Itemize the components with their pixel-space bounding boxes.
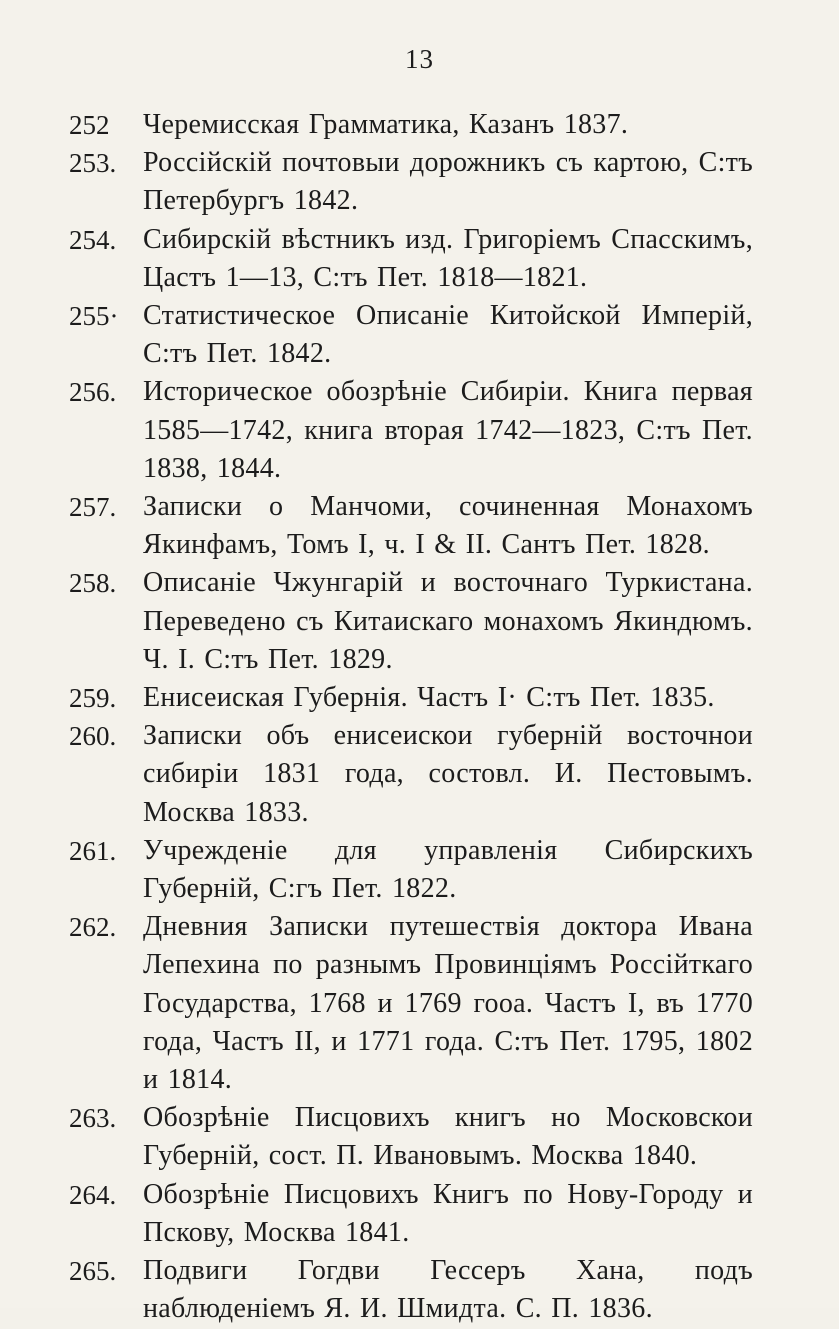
entry-text: Россійскій почтовыи дорожникъ съ картою, С:тъ Петербургъ 1842. — [143, 147, 753, 217]
list-item — [0, 373, 839, 488]
entry-number: 256. — [69, 377, 117, 408]
entry-number: 257. — [69, 492, 117, 523]
entry-number: 265. — [69, 1256, 117, 1287]
list-item — [0, 1099, 839, 1175]
entry-number: 262. — [69, 912, 117, 943]
entry-text: Записки объ енисеискои губерній восточнои сибиріи 1831 года, состовл. И. Пестовымъ. Москва 1833. — [143, 720, 753, 828]
list-item — [0, 297, 839, 373]
entry-text: Обозрѣніе Писцовихъ книгъ но Московскои Губерній, сост. П. Ивановымъ. Москва 1840. — [143, 1102, 753, 1172]
list-item — [0, 564, 839, 679]
entry-number: 254. — [69, 224, 117, 255]
entry-number: 261. — [69, 835, 117, 866]
entry-number: 259. — [69, 683, 117, 714]
list-item — [0, 221, 839, 297]
entry-text: Историческое обозрѣніе Сибиріи. Книга первая 1585—1742, книга вторая 1742—1823, С:тъ Пет. 1838, 1844. — [143, 376, 753, 484]
entry-text: Записки о Манчоми, сочиненная Монахомъ Якинфамъ, Томъ I, ч. I & II. Сантъ Пет. 1828. — [143, 491, 753, 561]
entry-text: Подвиги Гогдви Гессеръ Хана, подъ наблюденіемъ Я. И. Шмидта. С. П. 1836. — [143, 1255, 753, 1325]
entry-text: Дневния Записки путешествія доктора Ивана Лепехина по разнымъ Провинціямъ Россійткаго Государства, 1768 и 1769 гооа. Частъ I, въ 1770 года, Частъ II, и 1771 года. С:тъ Пет. 1795, 1802 и 1814. — [143, 911, 753, 1096]
entry-text: Енисеиская Губернія. Частъ I· С:тъ Пет. 1835. — [143, 682, 715, 714]
entry-text: Учрежденіе для управленія Сибирскихъ Губерній, С:гъ Пет. 1822. — [143, 834, 753, 905]
entry-text: Обозрѣніе Писцовихъ Книгъ по Нову-Городу и Пскову, Москва 1841. — [143, 1178, 753, 1248]
list-item — [0, 488, 839, 564]
bibliography-list — [0, 106, 839, 1329]
list-item — [0, 908, 839, 1099]
entry-number: 258. — [69, 568, 117, 599]
entry-text: Сибирскій вѣстникъ изд. Григоріемъ Спасскимъ, Цастъ 1—13, С:тъ Пет. 1818—1821. — [143, 223, 753, 293]
entry-number: 264. — [69, 1179, 117, 1210]
entry-number: 255· — [69, 301, 119, 332]
list-item — [0, 1252, 839, 1328]
list-item — [0, 106, 839, 144]
entry-text: Черемисская Грамматика, Казанъ 1837. — [143, 109, 629, 140]
entry-number: 263. — [69, 1103, 117, 1134]
list-item — [0, 1176, 839, 1252]
entry-text: Статистическое Описаніе Китойской Имперій, С:тъ Пет. 1842. — [143, 300, 753, 370]
entry-text: Описаніе Чжунгарій и восточнаго Туркистана. Переведено съ Китаискаго монахомъ Якиндюмъ. Ч. I. С:тъ Пет. 1829. — [143, 567, 753, 675]
list-item — [0, 832, 839, 908]
entry-number: 252 — [69, 110, 110, 140]
list-item — [0, 717, 839, 832]
list-item — [0, 679, 839, 717]
list-item — [0, 144, 839, 220]
entry-number: 253. — [69, 148, 117, 179]
page-number: 13 — [405, 44, 434, 74]
entry-number: 260. — [69, 721, 117, 752]
